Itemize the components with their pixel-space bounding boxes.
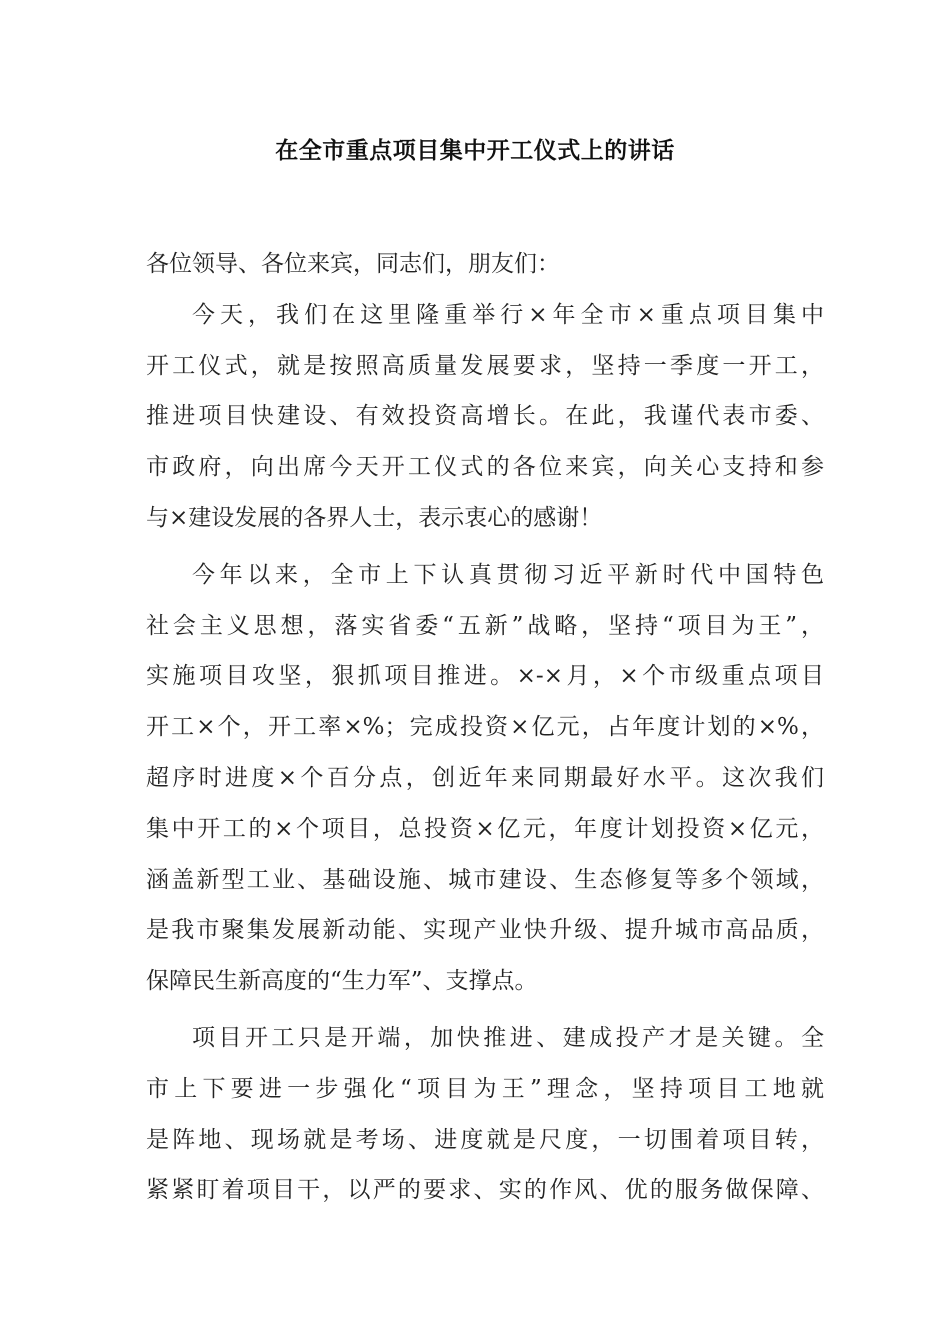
paragraph-line: 涵盖新型工业、基础设施、城市建设、生态修复等多个领域， (146, 866, 824, 893)
paragraph-line: 实施项目攻坚，狠抓项目推进。×-×月，×个市级重点项目 (146, 663, 824, 690)
paragraph-line: 紧紧盯着项目干，以严的要求、实的作风、优的服务做保障、 (146, 1177, 824, 1204)
paragraph-line: 开工仪式，就是按照高质量发展要求，坚持一季度一开工， (146, 352, 824, 379)
paragraph-line: 超序时进度×个百分点，创近年来同期最好水平。这次我们 (146, 764, 824, 791)
paragraph-line: 集中开工的×个项目，总投资×亿元，年度计划投资×亿元， (146, 815, 824, 842)
paragraph-line: 与×建设发展的各界人士，表示衷心的感谢！ (146, 504, 603, 531)
paragraph-requirements (146, 1013, 824, 1216)
document-body (146, 239, 824, 1216)
paragraph-progress (146, 550, 824, 1007)
salutation: 各位领导、各位来宾，同志们，朋友们： (146, 251, 560, 277)
paragraph-line: 保障民生新高度的“生力军”、支撑点。 (146, 968, 538, 995)
paragraph-line: 今年以来，全市上下认真贯彻习近平新时代中国特色 (192, 561, 824, 588)
paragraph-line: 今天，我们在这里隆重举行×年全市×重点项目集中 (192, 301, 824, 328)
paragraph-line: 开工×个，开工率×%；完成投资×亿元，占年度计划的×%， (146, 714, 824, 741)
paragraph-opening (146, 290, 824, 544)
paragraph-line: 项目开工只是开端，加快推进、建成投产才是关键。全 (192, 1024, 824, 1051)
paragraph-line: 推进项目快建设、有效投资高增长。在此，我谨代表市委、 (146, 403, 824, 430)
paragraph-line: 是我市聚集发展新动能、实现产业快升级、提升城市高品质， (146, 917, 824, 944)
paragraph-line: 市上下要进一步强化“项目为王”理念，坚持项目工地就 (146, 1075, 824, 1102)
paragraph-line: 是阵地、现场就是考场、进度就是尺度，一切围着项目转， (146, 1126, 824, 1153)
paragraph-line: 市政府，向出席今天开工仪式的各位来宾，向关心支持和参 (146, 454, 824, 481)
paragraph-line: 社会主义思想，落实省委“五新”战略，坚持“项目为王”， (146, 612, 824, 639)
document-title: 在全市重点项目集中开工仪式上的讲话 (275, 138, 675, 164)
